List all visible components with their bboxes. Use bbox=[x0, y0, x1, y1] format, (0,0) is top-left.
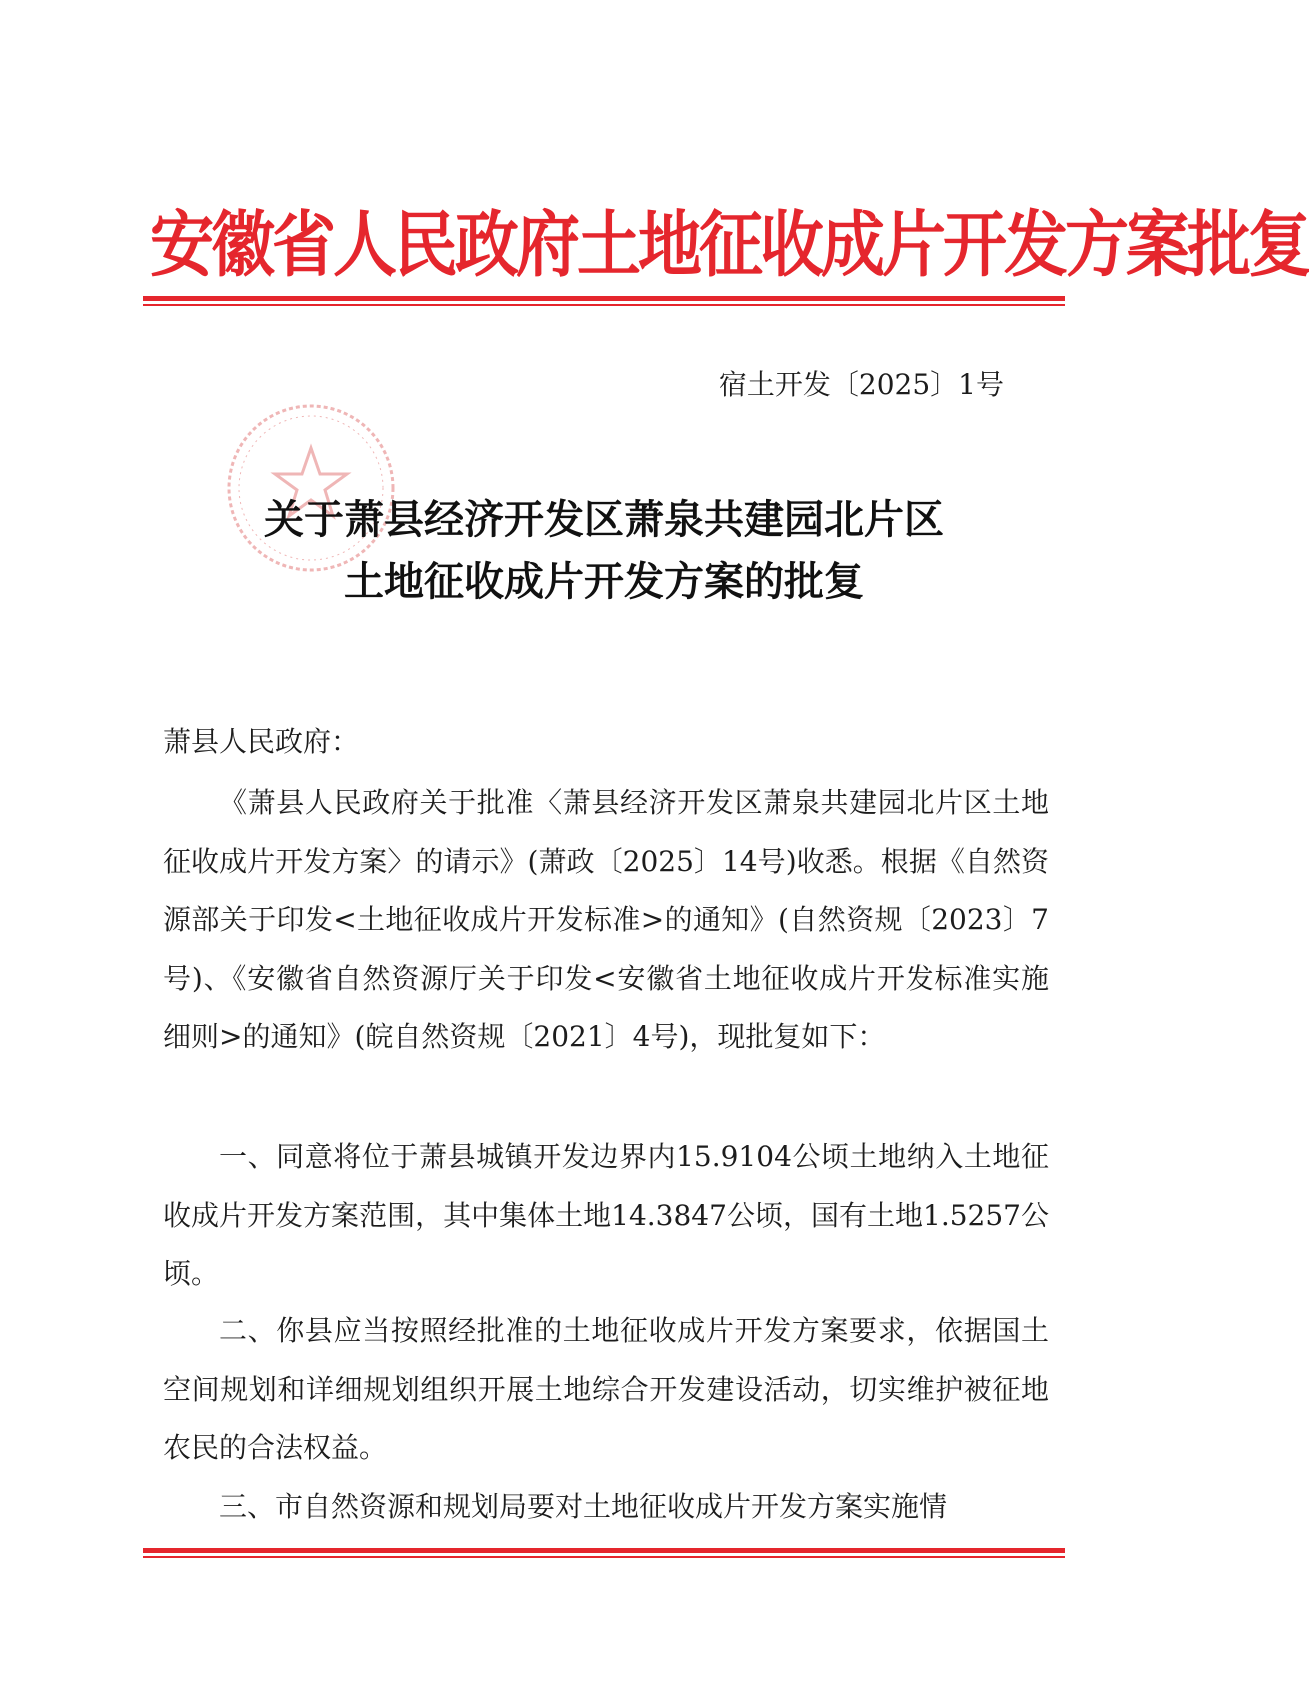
footer-divider-thin bbox=[143, 1556, 1065, 1558]
masthead-divider-thick bbox=[143, 296, 1065, 301]
footer-divider-thick bbox=[143, 1548, 1065, 1553]
masthead-title: 安徽省人民政府土地征收成片开发方案批复 bbox=[150, 204, 1309, 288]
document-number: 宿土开发〔2025〕1号 bbox=[718, 368, 1004, 401]
body-paragraph-2: 一、同意将位于萧县城镇开发边界内15.9104公顷土地纳入土地征收成片开发方案范围，其中集体土地14.3847公顷，国有土地1.5257公顷。 bbox=[163, 1140, 1049, 1290]
addressee: 萧县人民政府： bbox=[163, 725, 360, 758]
body-paragraph-3: 二、你县应当按照经批准的土地征收成片开发方案要求，依据国土空间规划和详细规划组织开展土地综合开发建设活动，切实维护被征地农民的合法权益。 bbox=[163, 1314, 1049, 1464]
masthead-divider-thin bbox=[143, 304, 1065, 306]
title-line-1: 关于萧县经济开发区萧泉共建园北片区 bbox=[264, 497, 944, 543]
title-line-2: 土地征收成片开发方案的批复 bbox=[344, 559, 864, 605]
body-paragraph-4: 三、市自然资源和规划局要对土地征收成片开发方案实施情 bbox=[219, 1490, 948, 1523]
body-paragraph-1: 《萧县人民政府关于批准〈萧县经济开发区萧泉共建园北片区土地征收成片开发方案〉的请示》(萧政〔2025〕14号)收悉。根据《自然资源部关于印发<土地征收成片开发标准>的通知》(自然资规〔2023〕7号)、《安徽省自然资源厅关于印发<安徽省土地征收成片开发标准实施细则>的通知》(皖自然资规〔2021〕4号)，现批复如下： bbox=[163, 786, 1049, 1053]
